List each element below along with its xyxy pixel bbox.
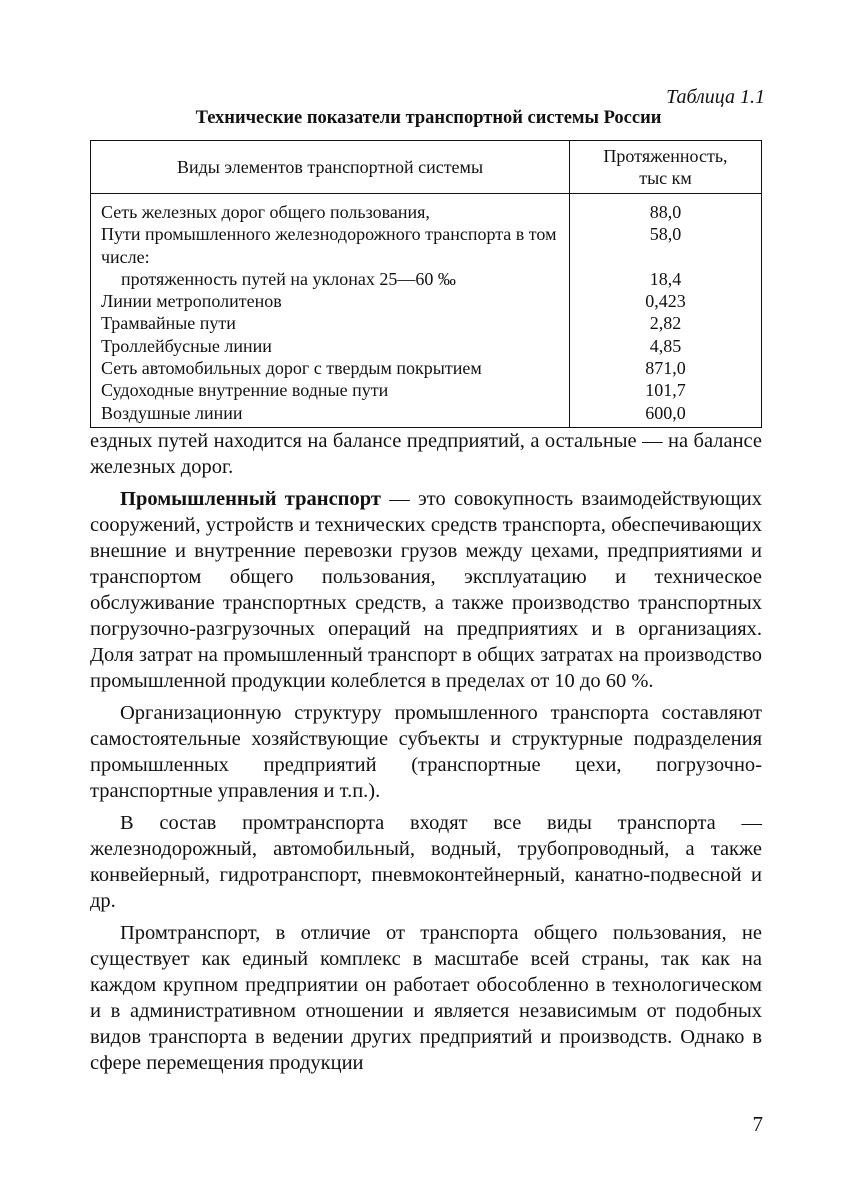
table-header-row [91,141,762,194]
table-row [91,223,762,268]
column-header-length-text: Протяженность, тыс км [603,146,728,188]
row-name: Сеть железных дорог общего пользования, [91,194,570,224]
row-name: Сеть автомобильных дорог с твердым покрытием [91,357,570,379]
body-text [90,428,762,1076]
table-row [91,335,762,357]
row-value: 4,85 [570,335,762,357]
table-row [91,402,762,428]
row-value: 0,423 [570,290,762,312]
table-row [91,357,762,379]
column-header-length [570,141,762,194]
row-value: 600,0 [570,402,762,428]
row-value: 58,0 [570,223,762,268]
row-value: 2,82 [570,312,762,334]
table-row [91,194,762,224]
table-row [91,379,762,401]
row-name: Линии метрополитенов [91,290,570,312]
paragraph: Организационную структуру промышленного транспорта составляют самостоятельные хозяйствующие субъекты и структурные подразделения промышленных предприятий (транспортные цехи, погрузочно-транспортные управления и т.п.). [90,702,762,802]
paragraph: В состав промтранспорта входят все виды транспорта — железнодорожный, автомобильный, водный, трубопроводный, а также конвейерный, гидротранспорт, пневмоконтейнерный, канатно-подвесной и др. [90,812,762,912]
row-name: Трамвайные пути [91,312,570,334]
column-header-elements: Виды элементов транспортной системы [91,141,570,194]
row-name: Судоходные внутренние водные пути [91,379,570,401]
paragraph: ездных путей находится на балансе предприятий, а остальные — на балансе железных дорог. [90,430,762,478]
row-value: 18,4 [570,268,762,290]
row-name: Троллейбусные линии [91,335,570,357]
paragraph: Промтранспорт, в отличие от транспорта общего пользования, не существует как единый комплекс в масштабе всей страны, так как на каждом крупном предприятии он работает обособленно в технологическом и в административном отношении и является независимым от подобных видов транспорта в ведении других предприятий и производств. Однако в сфере перемещения продукции [90,922,762,1074]
paragraph-text: — это совокупность взаимодействующих сооружений, устройств и технических средств транспорта, обеспечивающих внешние и внутренние перевозки грузов между цехами, предприятиями и транспортом общего пользования, эксплуатацию и техническое обслуживание транспортных средств, а также производство транспортных погрузочно-разгрузочных операций на предприятиях и в организациях. Доля затрат на промышленный транспорт в общих затратах на производство промышленной продукции колеблется в пределах от 10 до 60 %. [90,488,762,692]
row-value: 101,7 [570,379,762,401]
term-bold: Промышленный транспорт [120,488,381,510]
table-row [91,290,762,312]
row-value: 871,0 [570,357,762,379]
row-name: протяженность путей на уклонах 25—60 ‰ [91,268,570,290]
row-value: 88,0 [570,194,762,224]
page-number: 7 [752,1112,763,1136]
paragraph [90,486,762,694]
table-label: Таблица 1.1 [666,86,765,108]
table-title: Технические показатели транспортной системы России [195,108,662,128]
table-row [91,268,762,290]
row-name: Пути промышленного железнодорожного транспорта в том числе: [91,223,570,268]
table-row [91,312,762,334]
transport-indicators-table [90,140,762,428]
row-name: Воздушные линии [91,402,570,428]
